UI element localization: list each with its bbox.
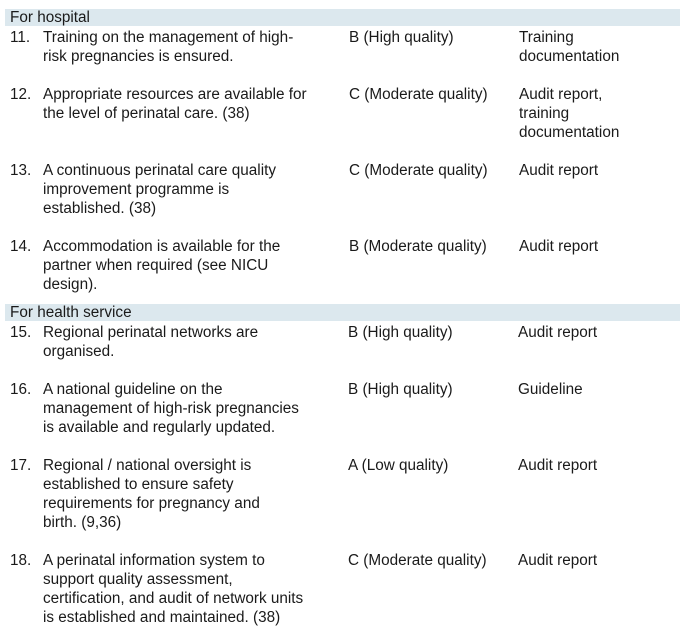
row-number: 13. [10, 162, 32, 179]
row-number: 17. [10, 457, 32, 474]
row-quality: B (High quality) [348, 324, 453, 341]
row-statement: Training on the management of high- risk pregnancies is ensured. [43, 29, 294, 65]
row-number: 18. [10, 552, 32, 569]
row-quality: B (High quality) [348, 381, 453, 398]
row-statement: A national guideline on the management of high-risk pregnancies is available and regularly updated. [43, 381, 299, 436]
section-header-hospital: For hospital [5, 9, 680, 26]
row-number: 12. [10, 86, 32, 103]
row-statement: A perinatal information system to support quality assessment, certification, and audit of network units is established and maintained. (38) [43, 552, 304, 626]
row-quality: C (Moderate quality) [349, 86, 488, 103]
row-evidence: Training documentation [519, 29, 620, 65]
row-statement: Regional perinatal networks are organised. [43, 324, 259, 360]
row-quality: B (High quality) [349, 29, 454, 46]
row-quality: B (Moderate quality) [349, 238, 487, 255]
row-evidence: Audit report [518, 552, 598, 569]
row-number: 15. [10, 324, 32, 341]
row-evidence: Audit report [518, 457, 598, 474]
row-statement: Accommodation is available for the partner when required (see NICU design). [43, 238, 281, 293]
row-statement: Regional / national oversight is established to ensure safety requirements for pregnancy and birth. (9,36) [43, 457, 260, 531]
row-quality: C (Moderate quality) [348, 552, 487, 569]
row-evidence: Audit report [519, 238, 599, 255]
row-number: 16. [10, 381, 32, 398]
row-evidence: Audit report, training documentation [519, 86, 620, 141]
row-evidence: Audit report [519, 162, 599, 179]
row-number: 11. [10, 29, 31, 46]
row-quality: A (Low quality) [348, 457, 449, 474]
row-quality: C (Moderate quality) [349, 162, 488, 179]
row-number: 14. [10, 238, 32, 255]
row-evidence: Audit report [518, 324, 598, 341]
row-evidence: Guideline [518, 381, 583, 398]
section-header-health-service: For health service [5, 304, 680, 321]
row-statement: Appropriate resources are available for the level of perinatal care. (38) [43, 86, 307, 122]
row-statement: A continuous perinatal care quality improvement programme is established. (38) [43, 162, 277, 217]
